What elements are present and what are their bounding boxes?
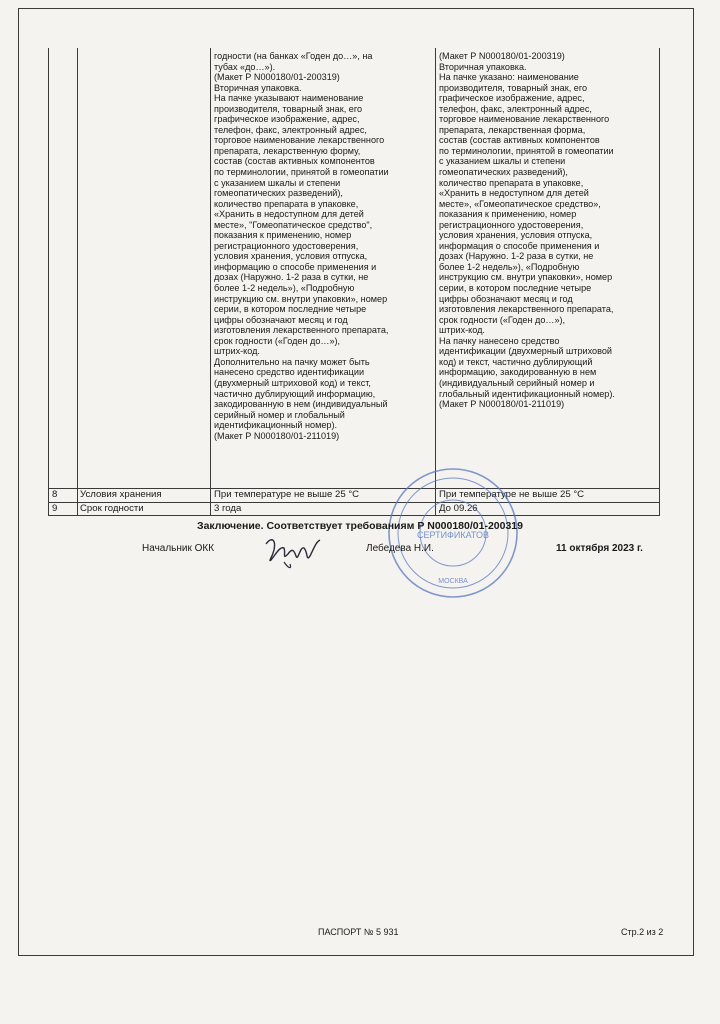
- stamp-city: МОСКВА: [438, 578, 468, 585]
- conclusion: Заключение. Соответствует требованиям Р N000180/01-200319: [197, 520, 523, 532]
- text-line: годности (на банках «Годен до…», на: [214, 51, 373, 61]
- text-line: нанесено средство идентификации: [214, 367, 365, 378]
- sign-date: 11 октября 2023 г.: [556, 543, 643, 554]
- text-line: регистрационного удостоверения,: [214, 240, 359, 251]
- text-line: серии, в котором последние четыре: [439, 283, 592, 294]
- text-line: изготовления лекарственного препарата,: [439, 304, 614, 315]
- text-line: торговое наименование лекарственного: [439, 114, 610, 125]
- table-line: [435, 48, 436, 516]
- actual-text: [439, 51, 615, 410]
- text-line: срок годности («Годен до…»),: [214, 335, 341, 346]
- text-line: препарата, лекарственная форма,: [439, 124, 586, 135]
- text-line: препарата, лекарственную форму,: [214, 145, 361, 156]
- text-line: изготовления лекарственного препарата,: [214, 325, 389, 336]
- stamp-text: СЕРТИФИКАТОВ: [416, 530, 490, 540]
- row-number: 9: [52, 503, 58, 514]
- text-line: с указанием шкалы и степени: [214, 177, 341, 188]
- text-line: «Хранить в недоступном для детей: [439, 188, 589, 199]
- row-name: Условия хранения: [80, 489, 162, 500]
- text-line: количество препарата в упаковке,: [214, 198, 359, 209]
- row-actual: До 09.26: [439, 503, 478, 514]
- text-line: (Макет Р N000180/01-200319): [214, 72, 340, 83]
- row-spec: При температуре не выше 25 °С: [214, 489, 360, 500]
- text-line: графическое изображение, адрес,: [214, 114, 360, 125]
- row-spec: 3 года: [214, 503, 242, 514]
- text-line: (Макет Р N000180/01-211019): [214, 430, 340, 441]
- text-line: информацию о способе применения и: [214, 261, 377, 272]
- text-line: показания к применению, номер: [214, 230, 352, 241]
- text-line: с указанием шкалы и степени: [439, 156, 566, 167]
- text-line: серийный номер и глобальный: [214, 409, 345, 420]
- text-line: показания к применению, номер: [439, 209, 577, 220]
- text-line: тубах «до…»).: [214, 61, 276, 72]
- text-line: более 1-2 недель»), «Подробную: [439, 261, 580, 272]
- passport-number: ПАСПОРТ № 5 931: [318, 927, 399, 937]
- text-line: штрих-код.: [214, 346, 260, 357]
- text-line: код) и текст, частично дублирующий: [439, 356, 593, 367]
- company-stamp: [386, 466, 520, 600]
- text-line: Вторичная упаковка.: [214, 82, 302, 93]
- text-line: закодированную в нем (индивидуальный: [214, 399, 388, 410]
- text-line: срок годности («Годен до…»),: [439, 314, 566, 325]
- text-line: (Макет Р N000180/01-211019): [439, 399, 565, 410]
- text-line: по терминологии, принятой в гомеопатии: [439, 145, 614, 156]
- text-line: состав (состав активных компонентов: [214, 156, 375, 167]
- text-line: (Макет Р N000180/01-200319): [439, 51, 565, 61]
- text-line: дозах (Наружно. 1-2 раза в сутки, не: [214, 272, 369, 283]
- text-line: торговое наименование лекарственного: [214, 135, 385, 146]
- text-line: производителя, товарный знак, его: [214, 103, 363, 114]
- table-line: [210, 48, 211, 516]
- text-line: цифры обозначают месяц и год: [214, 314, 348, 325]
- text-line: по терминологии, принятой в гомеопатии: [214, 167, 389, 178]
- signer-name: Лебедева Н.И.: [366, 543, 434, 554]
- text-line: На пачку нанесено средство: [439, 335, 560, 346]
- signature: [262, 532, 324, 572]
- text-line: телефон, факс, электронный адрес,: [439, 103, 592, 114]
- row-name: Срок годности: [80, 503, 144, 514]
- table-line: [48, 48, 49, 516]
- text-line: более 1-2 недель»), «Подробную: [214, 283, 355, 294]
- table-line: [77, 48, 78, 516]
- text-line: На пачке указано: наименование: [439, 72, 579, 83]
- text-line: идентификационный номер).: [214, 420, 338, 431]
- text-line: графическое изображение, адрес,: [439, 93, 585, 104]
- table-line: [48, 515, 660, 516]
- text-line: Дополнительно на пачку может быть: [214, 356, 370, 367]
- text-line: гомеопатических разведений),: [214, 188, 343, 199]
- text-line: условия хранения, условия отпуска,: [214, 251, 368, 262]
- text-line: месте», «Гомеопатическое средство»,: [439, 198, 601, 209]
- text-line: Вторичная упаковка.: [439, 61, 527, 72]
- text-line: инструкцию см. внутри упаковки», номер: [439, 272, 613, 283]
- text-line: частично дублирующий информацию,: [214, 388, 376, 399]
- row-number: 8: [52, 489, 58, 500]
- text-line: (двухмерный штриховой код) и текст,: [214, 377, 371, 388]
- text-line: На пачке указывают наименование: [214, 93, 364, 104]
- text-line: состав (состав активных компонентов: [439, 135, 600, 146]
- text-line: информация о способе применения и: [439, 240, 600, 251]
- text-line: регистрационного удостоверения,: [439, 219, 584, 230]
- text-line: цифры обозначают месяц и год: [439, 293, 573, 304]
- specification-table: [48, 48, 660, 516]
- text-line: штрих-код.: [439, 325, 485, 336]
- requirement-text: [214, 51, 389, 441]
- page-number: Стр.2 из 2: [621, 927, 664, 937]
- signer-position: Начальник ОКК: [142, 543, 215, 554]
- text-line: информацию, закодированную в нем: [439, 367, 597, 378]
- text-line: серии, в котором последние четыре: [214, 304, 367, 315]
- text-line: гомеопатических разведений),: [439, 167, 568, 178]
- text-line: инструкцию см. внутри упаковки», номер: [214, 293, 388, 304]
- text-line: глобальный идентификационный номер).: [439, 388, 615, 399]
- row-actual: При температуре не выше 25 °С: [439, 489, 585, 500]
- text-line: месте», "Гомеопатическое средство",: [214, 219, 373, 230]
- table-line: [659, 48, 660, 516]
- text-line: «Хранить в недоступном для детей: [214, 209, 364, 220]
- text-line: количество препарата в упаковке,: [439, 177, 584, 188]
- text-line: производителя, товарный знак, его: [439, 82, 588, 93]
- text-line: дозах (Наружно. 1-2 раза в сутки, не: [439, 251, 594, 262]
- text-line: идентификации (двухмерный штриховой: [439, 346, 612, 357]
- text-line: условия хранения, условия отпуска,: [439, 230, 593, 241]
- text-line: телефон, факс, электронный адрес,: [214, 124, 367, 135]
- text-line: (индивидуальный серийный номер и: [439, 377, 595, 388]
